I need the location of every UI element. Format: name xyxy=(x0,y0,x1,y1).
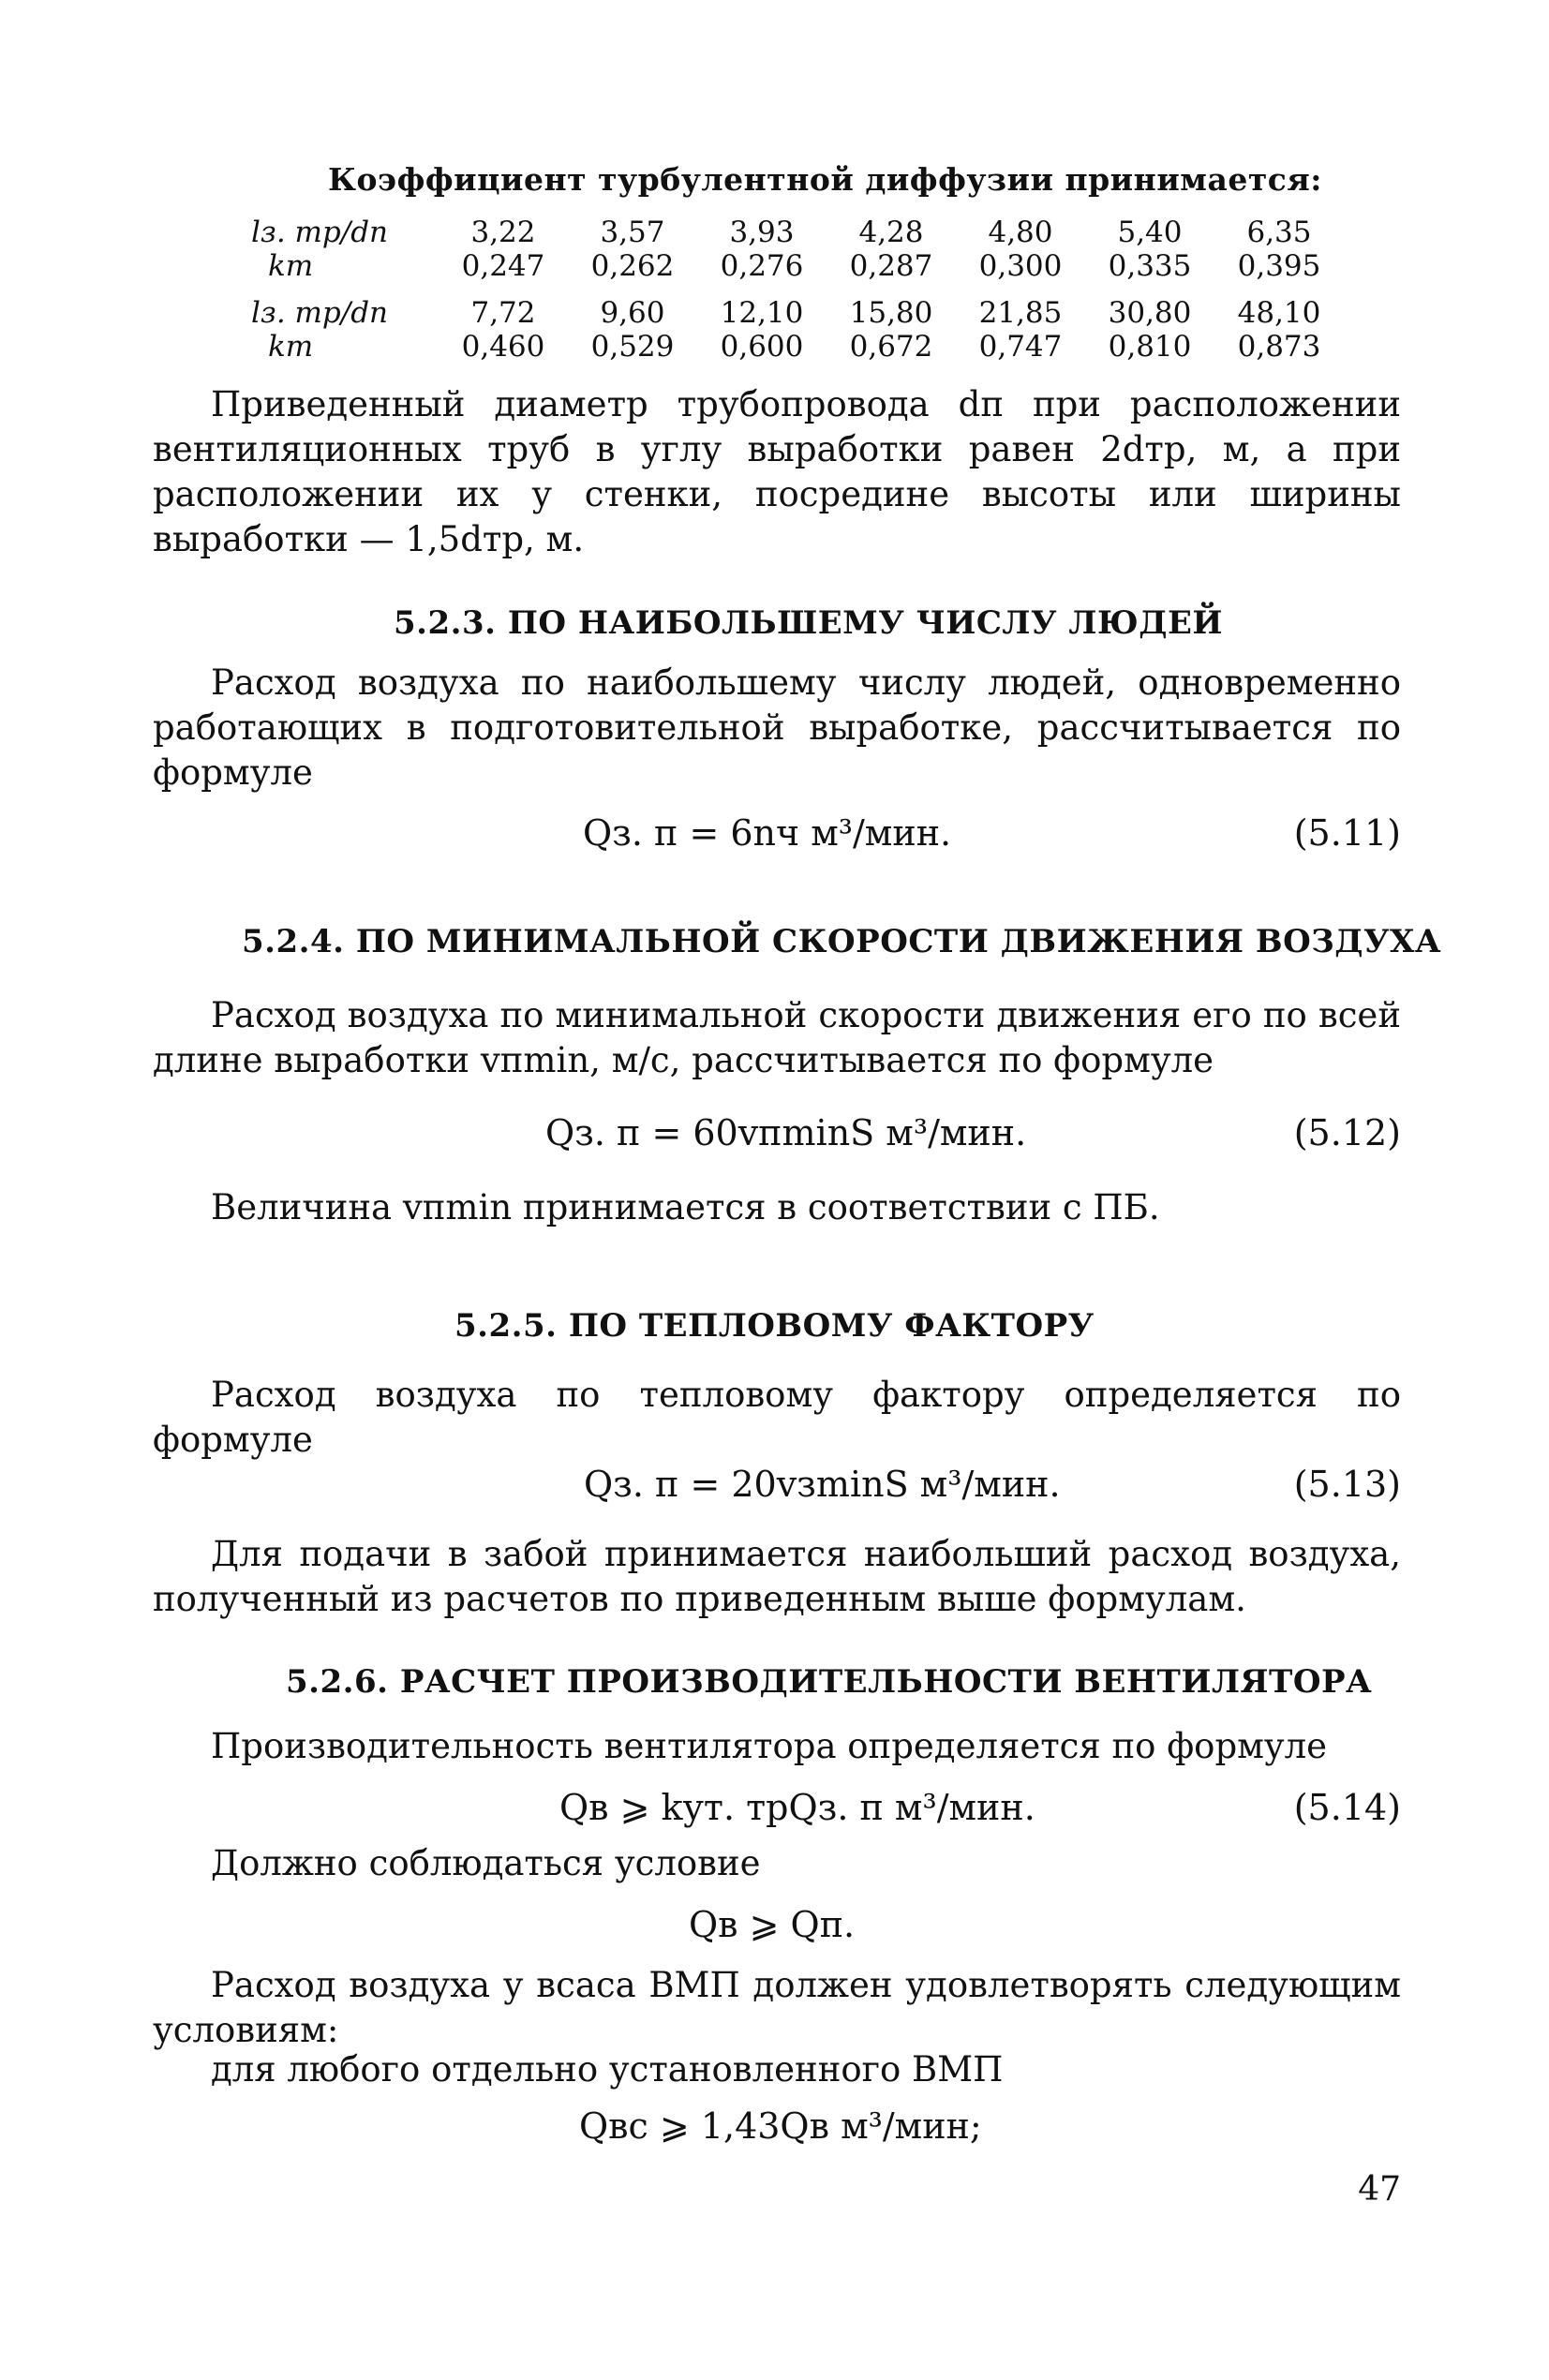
table-cell: 5,40 xyxy=(1117,216,1183,249)
table-cell: 0,247 xyxy=(461,249,545,283)
row-label: lз. тр/dп xyxy=(251,216,389,249)
table-cell: 0,873 xyxy=(1237,330,1321,364)
paragraph-note: Величина vпmin принимается в соответствии с ПБ. xyxy=(211,1187,1160,1227)
table-row xyxy=(251,330,1344,364)
paragraph-people: Расход воздуха по наибольшему числу людей, одновременно работающих в подготовительной выработке, рассчитывается по формуле xyxy=(153,662,1401,793)
table-cell: 0,600 xyxy=(720,330,804,364)
table-cell: 0,300 xyxy=(978,249,1063,283)
equation-number: (5.14) xyxy=(1293,1787,1401,1828)
formula-condition: Qв ⩾ Qп. xyxy=(689,1904,856,1945)
paragraph-vmp: Расход воздуха у всаса ВМП должен удовлетворять следующим условиям: xyxy=(153,1965,1401,2050)
row-label: kт xyxy=(268,330,314,364)
table-row xyxy=(251,216,1344,249)
section-title-5-2-4: 5.2.4. ПО МИНИМАЛЬНОЙ СКОРОСТИ ДВИЖЕНИЯ ВОЗДУХА xyxy=(242,923,1442,960)
row-label: lз. тр/dп xyxy=(251,296,389,330)
formula-5-13: Qз. п = 20vзminS м³/мин. xyxy=(584,1464,1061,1505)
formula-5-11: Qз. п = 6nч м³/мин. xyxy=(583,812,952,854)
formula-5-14: Qв ⩾ kут. трQз. п м³/мин. xyxy=(559,1787,1035,1828)
equation-number: (5.12) xyxy=(1293,1112,1401,1153)
table-row xyxy=(251,283,1344,330)
table-cell: 4,80 xyxy=(988,216,1053,249)
table-cell: 3,93 xyxy=(729,216,795,249)
table-cell: 4,28 xyxy=(858,216,924,249)
table-cell: 0,395 xyxy=(1237,249,1321,283)
table-cell: 0,747 xyxy=(978,330,1063,364)
paragraph-fan-capacity: Производительность вентилятора определяется по формуле xyxy=(211,1726,1328,1766)
paragraph-condition: Должно соблюдаться условие xyxy=(211,1843,761,1883)
page-number: 47 xyxy=(1358,2170,1401,2209)
table-cell: 6,35 xyxy=(1246,216,1312,249)
paragraph-diameter: Приведенный диаметр трубопровода dп при расположении вентиляционных труб в углу выработки равен 2dтр, м, а при расположении их у стенки, посредине высоты или ширины выработки — 1,5dтр, м. xyxy=(153,384,1401,559)
table-cell: 0,287 xyxy=(849,249,933,283)
section-title-5-2-6: 5.2.6. РАСЧЕТ ПРОИЗВОДИТЕЛЬНОСТИ ВЕНТИЛЯТОРА xyxy=(286,1663,1373,1701)
section-title-5-2-3: 5.2.3. ПО НАИБОЛЬШЕМУ ЧИСЛУ ЛЮДЕЙ xyxy=(394,604,1224,642)
coefficient-table xyxy=(251,216,1344,364)
table-cell: 0,460 xyxy=(461,330,545,364)
row-label: kт xyxy=(268,249,314,283)
equation-number: (5.11) xyxy=(1293,812,1401,854)
table-cell: 12,10 xyxy=(720,296,804,330)
paragraph-max-flow: Для подачи в забой принимается наибольший расход воздуха, полученный из расчетов по приведенным выше формулам. xyxy=(153,1534,1401,1619)
equation-number: (5.13) xyxy=(1293,1464,1401,1505)
table-cell: 0,672 xyxy=(849,330,933,364)
table-cell: 9,60 xyxy=(600,296,665,330)
table-caption: Коэффициент турбулентной диффузии принимается: xyxy=(328,161,1322,198)
paragraph-thermal: Расход воздуха по тепловому фактору определяется по формуле xyxy=(153,1375,1401,1460)
table-cell: 21,85 xyxy=(978,296,1063,330)
table-cell: 0,276 xyxy=(720,249,804,283)
table-cell: 3,57 xyxy=(600,216,665,249)
table-cell: 15,80 xyxy=(849,296,933,330)
table-cell: 0,335 xyxy=(1108,249,1192,283)
table-cell: 30,80 xyxy=(1108,296,1192,330)
paragraph-min-speed: Расход воздуха по минимальной скорости движения его по всей длине выработки vпmin, м/с, рассчитывается по формуле xyxy=(153,995,1401,1080)
section-title-5-2-5: 5.2.5. ПО ТЕПЛОВОМУ ФАКТОРУ xyxy=(454,1307,1095,1345)
table-cell: 7,72 xyxy=(470,296,536,330)
table-cell: 0,529 xyxy=(590,330,675,364)
table-cell: 0,262 xyxy=(590,249,675,283)
formula-vmp: Qвс ⩾ 1,43Qв м³/мин; xyxy=(579,2105,982,2147)
paragraph-vmp-case: для любого отдельно установленного ВМП xyxy=(211,2049,1004,2090)
table-row xyxy=(251,249,1344,283)
formula-5-12: Qз. п = 60vпminS м³/мин. xyxy=(545,1112,1027,1153)
table-cell: 48,10 xyxy=(1237,296,1321,330)
table-cell: 0,810 xyxy=(1108,330,1192,364)
table-cell: 3,22 xyxy=(470,216,536,249)
